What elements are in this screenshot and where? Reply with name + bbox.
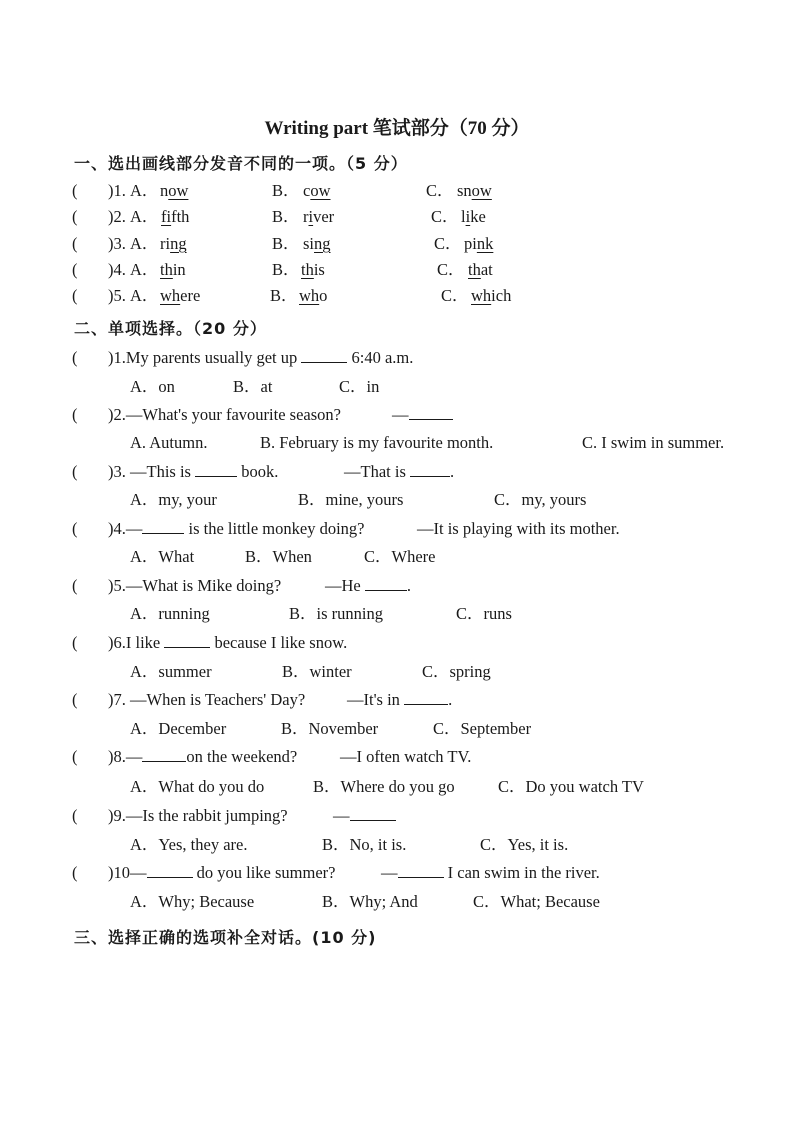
phonics-item-5 bbox=[0, 284, 794, 308]
option-c[interactable]: C. I swim in summer. bbox=[582, 433, 725, 452]
answer-paren[interactable]: ( bbox=[72, 405, 78, 424]
options-1 bbox=[0, 375, 794, 399]
options-7 bbox=[0, 717, 794, 741]
question-6: ( )6.I like because I like snow. bbox=[0, 631, 794, 655]
section2-heading: 二、单项选择。（20 分） bbox=[74, 319, 267, 338]
option-b-word[interactable]: who bbox=[299, 286, 328, 305]
option-c-label[interactable]: C． bbox=[431, 207, 459, 226]
blank bbox=[164, 631, 210, 648]
blank bbox=[195, 460, 237, 477]
option-b[interactable]: B．is running bbox=[289, 604, 383, 623]
question-2: ( )2.—What's your favourite season? — bbox=[0, 403, 794, 427]
underlined-part: nk bbox=[476, 234, 494, 253]
options-9 bbox=[0, 833, 794, 857]
options-5 bbox=[0, 602, 794, 626]
option-b-word[interactable]: this bbox=[301, 260, 325, 279]
option-c-label[interactable]: C． bbox=[426, 181, 454, 200]
blank bbox=[365, 574, 407, 591]
answer-paren[interactable]: ( bbox=[72, 806, 78, 825]
underlined-part: fi bbox=[161, 207, 172, 226]
options-3 bbox=[0, 488, 794, 512]
underlined-part: wh bbox=[299, 286, 320, 305]
question-number: )1. bbox=[108, 181, 126, 200]
option-a[interactable]: A．December bbox=[130, 719, 227, 738]
answer-paren[interactable]: ( bbox=[72, 181, 78, 200]
phonics-item-3 bbox=[0, 232, 794, 256]
underlined-part: th bbox=[468, 260, 481, 279]
question-number: )4. bbox=[108, 260, 126, 279]
question-3: ( )3. —This is book. —That is . bbox=[0, 460, 794, 484]
option-c[interactable]: C．Yes, it is. bbox=[480, 835, 569, 854]
blank bbox=[147, 861, 193, 878]
option-b-label[interactable]: B． bbox=[272, 207, 300, 226]
answer-paren[interactable]: ( bbox=[72, 286, 78, 305]
option-c-word[interactable]: that bbox=[468, 260, 493, 279]
option-a[interactable]: A．Why; Because bbox=[130, 892, 255, 911]
option-b[interactable]: B．When bbox=[245, 547, 312, 566]
option-a[interactable]: A. Autumn. bbox=[130, 433, 208, 452]
option-c[interactable]: C．What; Because bbox=[473, 892, 600, 911]
answer-paren[interactable]: ( bbox=[72, 207, 78, 226]
option-c[interactable]: C．Where bbox=[364, 547, 436, 566]
option-b[interactable]: B．Where do you go bbox=[313, 777, 455, 796]
option-a[interactable]: A．summer bbox=[130, 662, 212, 681]
option-c[interactable]: C．my, yours bbox=[494, 490, 587, 509]
option-a-word[interactable]: now bbox=[160, 181, 189, 200]
option-b-word[interactable]: river bbox=[303, 207, 335, 226]
page-title: Writing part 笔试部分（70 分） bbox=[264, 118, 530, 139]
options-8 bbox=[0, 775, 794, 799]
underlined-part: th bbox=[301, 260, 314, 279]
answer-paren[interactable]: ( bbox=[72, 519, 78, 538]
answer-paren[interactable]: ( bbox=[72, 234, 78, 253]
option-c-word[interactable]: pink bbox=[464, 234, 494, 253]
option-c-word[interactable]: which bbox=[471, 286, 512, 305]
question-7: ( )7. —When is Teachers' Day? —It's in . bbox=[0, 688, 794, 712]
option-c-label[interactable]: C． bbox=[434, 234, 462, 253]
section3-heading: 三、选择正确的选项补全对话。(10 分) bbox=[74, 928, 377, 947]
section1-heading: 一、选出画线部分发音不同的一项。（5 分） bbox=[74, 154, 408, 173]
options-4 bbox=[0, 545, 794, 569]
option-b-label[interactable]: B． bbox=[272, 181, 300, 200]
blank bbox=[142, 517, 184, 534]
option-c-label[interactable]: C． bbox=[441, 286, 469, 305]
option-b-label[interactable]: B． bbox=[272, 234, 300, 253]
underlined-part: ow bbox=[310, 181, 331, 200]
option-a[interactable]: A．Yes, they are. bbox=[130, 835, 248, 854]
option-b[interactable]: B．at bbox=[233, 377, 273, 396]
option-b[interactable]: B．mine, yours bbox=[298, 490, 404, 509]
underlined-part: wh bbox=[160, 286, 181, 305]
blank bbox=[410, 460, 450, 477]
options-6 bbox=[0, 660, 794, 684]
question-8: ( )8.— on the weekend? —I often watch TV. bbox=[0, 745, 794, 769]
option-b-label[interactable]: B． bbox=[270, 286, 298, 305]
blank bbox=[409, 403, 453, 420]
option-a[interactable]: A．running bbox=[130, 604, 210, 623]
question-5: ( )5.—What is Mike doing? —He . bbox=[0, 574, 794, 598]
option-b[interactable]: B．No, it is. bbox=[322, 835, 407, 854]
answer-paren[interactable]: ( bbox=[72, 348, 78, 367]
phonics-item-2 bbox=[0, 205, 794, 229]
option-a-word[interactable]: thin bbox=[160, 260, 186, 279]
underlined-part: ow bbox=[471, 181, 492, 200]
phonics-item-1 bbox=[0, 179, 794, 203]
underlined-part: i bbox=[308, 207, 314, 226]
option-a-label[interactable]: A． bbox=[130, 207, 159, 226]
option-b[interactable]: B．Why; And bbox=[322, 892, 418, 911]
underlined-part: th bbox=[160, 260, 173, 279]
option-c-label[interactable]: C． bbox=[437, 260, 465, 279]
underlined-part: ng bbox=[170, 234, 187, 253]
answer-paren[interactable]: ( bbox=[72, 690, 78, 709]
blank bbox=[404, 688, 448, 705]
underlined-part: wh bbox=[471, 286, 492, 305]
underlined-part: ng bbox=[314, 234, 331, 253]
option-b-word[interactable]: sing bbox=[303, 234, 331, 253]
option-b-word[interactable]: cow bbox=[303, 181, 331, 200]
option-a[interactable]: A．on bbox=[130, 377, 175, 396]
option-c[interactable]: C．September bbox=[433, 719, 532, 738]
option-b[interactable]: B．November bbox=[281, 719, 379, 738]
option-c-word[interactable]: like bbox=[461, 207, 486, 226]
options-10 bbox=[0, 890, 794, 914]
option-a-word[interactable]: where bbox=[160, 286, 201, 305]
answer-paren[interactable]: ( bbox=[72, 260, 78, 279]
option-a-word[interactable]: fifth bbox=[161, 207, 190, 226]
option-a-label[interactable]: A． bbox=[130, 286, 159, 305]
question-number: )2. bbox=[108, 207, 126, 226]
question-4: ( )4.— is the little monkey doing? —It is playing with its mother. bbox=[0, 517, 794, 541]
option-a[interactable]: A．What do you do bbox=[130, 777, 265, 796]
option-c[interactable]: C．spring bbox=[422, 662, 491, 681]
option-a-label[interactable]: A． bbox=[130, 181, 159, 200]
answer-paren[interactable]: ( bbox=[72, 576, 78, 595]
option-c[interactable]: C．Do you watch TV bbox=[498, 777, 644, 796]
option-c[interactable]: C．in bbox=[339, 377, 380, 396]
answer-paren[interactable]: ( bbox=[72, 462, 78, 481]
question-number: )5. bbox=[108, 286, 126, 305]
answer-paren[interactable]: ( bbox=[72, 747, 78, 766]
option-a[interactable]: A．What bbox=[130, 547, 195, 566]
option-a-label[interactable]: A． bbox=[130, 234, 159, 253]
option-b[interactable]: B．winter bbox=[282, 662, 352, 681]
option-b-label[interactable]: B． bbox=[272, 260, 300, 279]
question-9: ( )9.—Is the rabbit jumping? — bbox=[0, 804, 794, 828]
answer-paren[interactable]: ( bbox=[72, 633, 78, 652]
question-1: ( )1.My parents usually get up 6:40 a.m. bbox=[0, 346, 794, 370]
question-10: ( )10— do you like summer? — I can swim in the river. bbox=[0, 861, 794, 885]
option-a-label[interactable]: A． bbox=[130, 260, 159, 279]
option-a-word[interactable]: ring bbox=[160, 234, 187, 253]
options-2 bbox=[0, 431, 794, 455]
phonics-item-4 bbox=[0, 258, 794, 282]
answer-paren[interactable]: ( bbox=[72, 863, 78, 882]
underlined-part: i bbox=[465, 207, 471, 226]
underlined-part: ow bbox=[168, 181, 189, 200]
option-b[interactable]: B. February is my favourite month. bbox=[260, 433, 494, 452]
blank bbox=[398, 861, 444, 878]
option-c-word[interactable]: snow bbox=[457, 181, 492, 200]
option-c[interactable]: C．runs bbox=[456, 604, 512, 623]
blank bbox=[350, 804, 396, 821]
option-a[interactable]: A．my, your bbox=[130, 490, 217, 509]
question-number: )3. bbox=[108, 234, 126, 253]
blank bbox=[142, 745, 186, 762]
blank bbox=[301, 346, 347, 363]
